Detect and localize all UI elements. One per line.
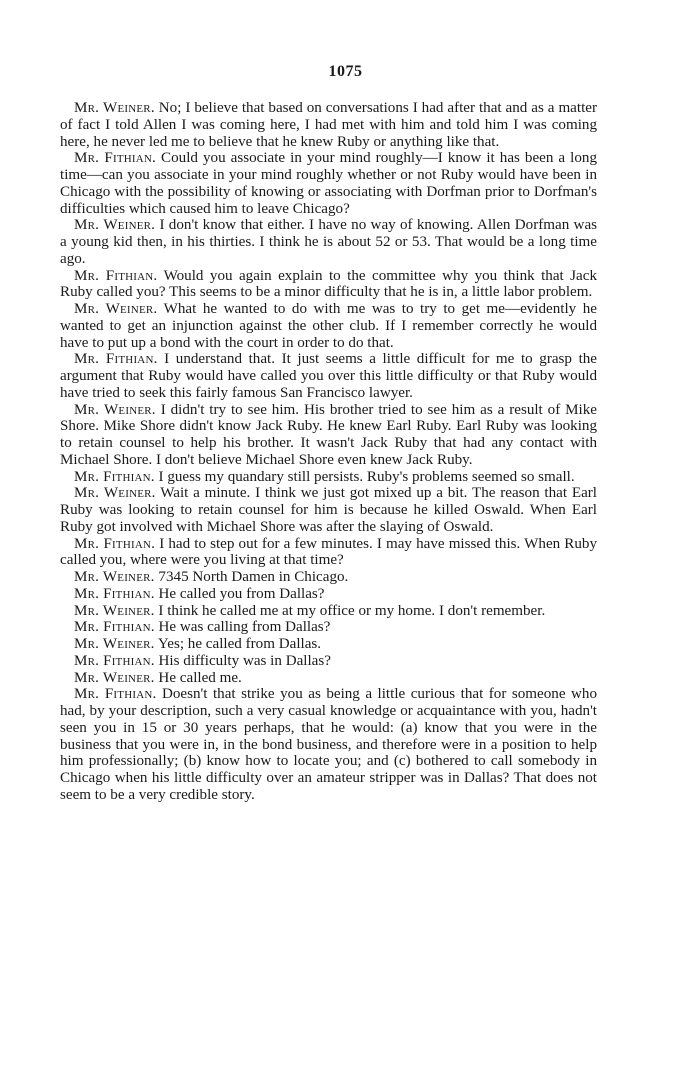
paragraph-text: He called you from Dallas? [158,585,325,602]
transcript-paragraph [60,686,597,803]
transcript-paragraph [60,402,597,469]
paragraph-text: I didn't try to see him. His brother tried to see him as a result of Mike Shore. Mike Shore didn't know Jack Ruby. He knew Earl Ruby. Earl Ruby was looking to retain counsel to help his brother. It wasn't Jack Ruby that had any contact with Michael Shore. I don't believe Michael Shore even knew Jack Ruby. [60,401,597,468]
speaker-label: Mr. Weiner. [74,636,155,652]
paragraph-text: He was calling from Dallas? [158,619,331,636]
transcript-body [60,100,597,804]
speaker-label: Mr. Fithian. [74,150,157,167]
transcript-paragraph [60,469,597,486]
speaker-label: Mr. Fithian. [74,535,156,552]
transcript-paragraph [60,100,597,150]
speaker-label: Mr. Fithian. [74,652,155,669]
speaker-label: Mr. Fithian. [74,351,158,368]
speaker-label: Mr. Weiner. [74,301,158,317]
transcript-paragraph [60,586,597,603]
speaker-label: Mr. Weiner. [74,401,156,418]
speaker-label: Mr. Weiner. [74,602,155,619]
transcript-paragraph [60,301,597,351]
speaker-label: Mr. Weiner. [74,569,155,585]
transcript-paragraph [60,351,597,401]
paragraph-text: I guess my quandary still persists. Ruby's problems seemed so small. [158,468,575,485]
paragraph-text: What he wanted to do with me was to try to get me—evidently he wanted to get an injunction against the other club. If I remember correctly he would have to put up a bond with the court in order to do that. [60,301,597,351]
paragraph-text: Doesn't that strike you as being a little curious that for someone who had, by your description, such a very casual knowledge or acquaintance with you, hadn't seen you in 15 or 30 years perhaps, that he would: (a) know that you were in the business that you were in, in the bond business, and therefore were in a position to help him professionally; (b) know how to locate you; and (c) bothered to call somebody in Chicago when his little difficulty over an amateur stripper was in Dallas? That does not seem to be a very credible story. [60,686,598,803]
transcript-paragraph [60,217,597,267]
transcript-paragraph [60,150,597,217]
transcript-paragraph [60,603,597,620]
transcript-paragraph [60,619,597,636]
speaker-label: Mr. Weiner. [74,485,156,502]
paragraph-text: I had to step out for a few minutes. I may have missed this. When Ruby called you, where were you living at that time? [60,535,598,569]
paragraph-text: His difficulty was in Dallas? [158,652,331,669]
paragraph-text: I understand that. It just seems a little difficult for me to grasp the argument that Ruby would have called you over this little difficulty or that Ruby would have tried to seek this fairly famous San Francisco lawyer. [60,351,598,401]
paragraph-text: I think he called me at my office or my home. I don't remember. [158,602,546,619]
transcript-paragraph [60,636,597,653]
speaker-label: Mr. Weiner. [74,100,155,116]
speaker-label: Mr. Weiner. [74,669,155,686]
transcript-paragraph [60,268,597,302]
speaker-label: Mr. Fithian. [74,686,157,703]
speaker-label: Mr. Fithian. [74,267,158,284]
page-number: 1075 [328,63,363,80]
speaker-label: Mr. Fithian. [74,619,155,636]
speaker-label: Mr. Fithian. [74,585,155,602]
paragraph-text: Wait a minute. I think we just got mixed up a bit. The reason that Earl Ruby was looking to retain counsel for him is because he killed Oswald. When Earl Ruby got involved with Michael Shore was after the slaying of Oswald. [60,485,598,535]
paragraph-text: He called me. [158,669,242,686]
transcript-paragraph [60,569,597,586]
transcript-paragraph [60,536,597,570]
paragraph-text: I don't know that either. I have no way of knowing. Allen Dorfman was a young kid then, in his thirties. I think he is about 52 or 53. That would be a long time ago. [60,217,598,267]
paragraph-text: Could you associate in your mind roughly—I know it has been a long time—can you associate in your mind roughly whether or not Ruby would have been in Chicago with the possibility of knowing or associating with Dorfman prior to Dorfman's difficulties which caused him to leave Chicago? [60,150,597,217]
speaker-label: Mr. Fithian. [74,468,155,485]
transcript-paragraph [60,485,597,535]
paragraph-text: Would you again explain to the committee why you think that Jack Ruby called you? This seems to be a minor difficulty that he is in, a little labor problem. [60,267,597,301]
transcript-paragraph [60,670,597,687]
transcript-paragraph [60,653,597,670]
paragraph-text: No; I believe that based on conversations I had after that and as a matter of fact I told Allen I was coming here, I had met with him and told him I was coming here, he never led me to believe that he knew Ruby or anything like that. [60,100,597,150]
speaker-label: Mr. Weiner. [74,217,156,234]
paragraph-text: 7345 North Damen in Chicago. [158,569,349,585]
paragraph-text: Yes; he called from Dallas. [157,636,322,652]
